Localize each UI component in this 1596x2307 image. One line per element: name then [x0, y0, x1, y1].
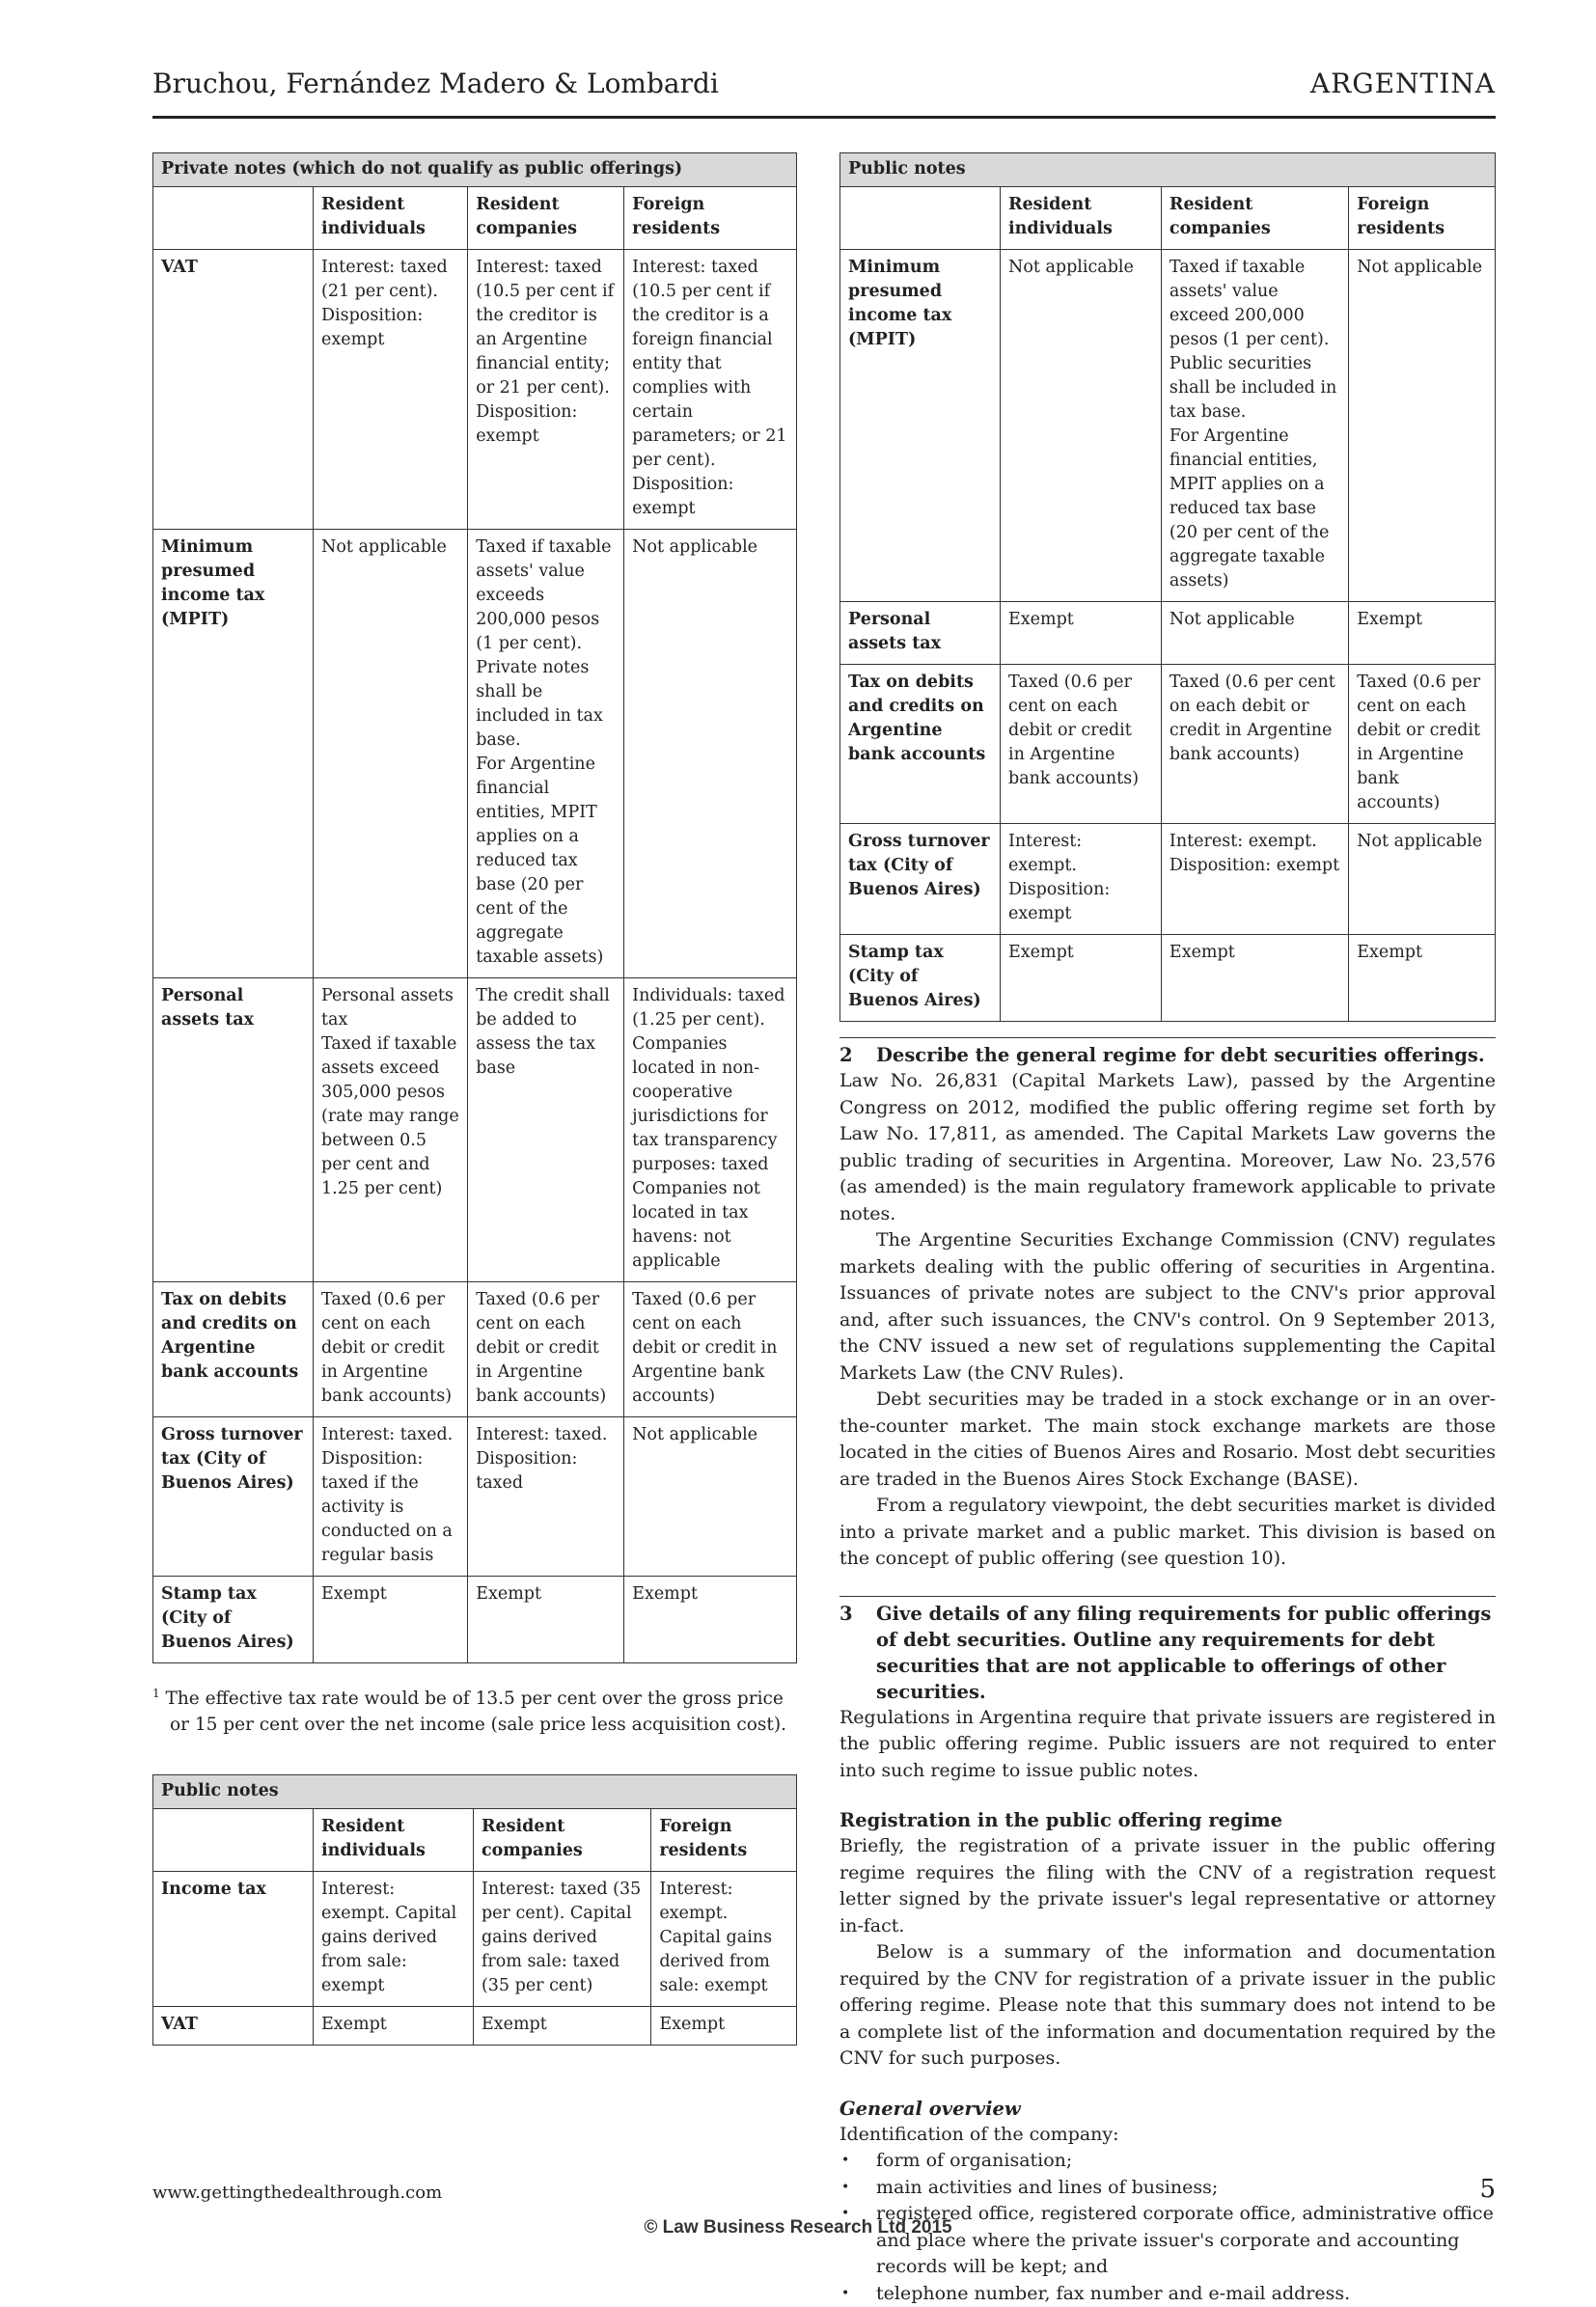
list-item: • telephone number, fax number and e-mail address.: [839, 2281, 1496, 2307]
column-header: Resident companies: [468, 187, 624, 250]
private-notes-table: [152, 152, 797, 1663]
column-header: Resident individuals: [1001, 187, 1162, 250]
table-cell: Interest: taxed (35 per cent). Capital gains derived from sale: taxed (35 per cent): [473, 1872, 650, 2007]
column-header: [153, 187, 314, 250]
registration-subheading: Registration in the public offering regime: [839, 1807, 1496, 1833]
table-cell: Interest: exempt. Disposition: exempt: [1001, 824, 1162, 935]
table-row: [153, 1577, 797, 1663]
public-notes-table-income: [152, 1774, 797, 2046]
table-cell: Interest: taxed (10.5 per cent if the creditor is a foreign financial entity that complies with certain parameters; or 21 per cent). Disposition: exempt: [624, 250, 797, 530]
question-text: Describe the general regime for debt securities offerings.: [876, 1044, 1485, 1066]
question-number: 3: [839, 1601, 853, 1627]
row-header: Stamp tax (City of Buenos Aires): [153, 1577, 314, 1663]
table-caption: Public notes: [840, 153, 1496, 187]
row-header: Minimum presumed income tax (MPIT): [153, 530, 314, 978]
q2-paragraph: Law No. 26,831 (Capital Markets Law), passed by the Argentine Congress on 2012, modified the public offering regime set forth by Law No. 17,811, as amended. The Capital Markets Law governs the public trading of securities in Argentina. Moreover, Law No. 23,576 (as amended) is the main regulatory framework applicable to private notes.: [839, 1068, 1496, 1227]
table-cell: Interest: exempt. Disposition: exempt: [1161, 824, 1348, 935]
q3-paragraph: Below is a summary of the information and documentation required by the CNV for registration of a private issuer in the public offering regime. Please note that this summary does not intend to be a complete list of the information and documentation required by the CNV for such purposes.: [839, 1939, 1496, 2073]
overview-intro: Identification of the company:: [839, 2122, 1496, 2149]
table-cell: Taxed (0.6 per cent on each debit or credit in Argentine bank accounts): [468, 1282, 624, 1417]
table-row: [840, 824, 1496, 935]
right-column: [839, 152, 1496, 2307]
question-number: 2: [839, 1042, 853, 1068]
table-row: [153, 978, 797, 1282]
question-3-heading: [839, 1596, 1496, 1705]
q2-paragraph: Debt securities may be traded in a stock exchange or in an over-the-counter market. The main stock exchange markets are those located in the cities of Buenos Aires and Rosario. Most debt securities are traded in the Buenos Aires Stock Exchange (BASE).: [839, 1387, 1496, 1493]
table-cell: The credit shall be added to assess the tax base: [468, 978, 624, 1282]
table-cell: Not applicable: [1001, 250, 1162, 602]
list-item: • registered office, registered corporate office, administrative office and place where the private issuer's corporate and accounting records will be kept; and: [839, 2201, 1496, 2281]
table-cell: Interest: taxed. Disposition: taxed if the activity is conducted on a regular basis: [314, 1417, 468, 1577]
general-overview-heading: General overview: [839, 2096, 1496, 2122]
table-cell: Exempt: [1001, 935, 1162, 1022]
q3-intro: Regulations in Argentina require that private issuers are registered in the public offering regime. Public issuers are not required to enter into such regime to issue public notes.: [839, 1705, 1496, 1785]
table-cell: Interest: taxed (10.5 per cent if the creditor is an Argentine financial entity; or 21 per cent). Disposition: exempt: [468, 250, 624, 530]
table-row: [153, 2007, 797, 2046]
firm-name: Bruchou, Fernández Madero & Lombardi: [152, 68, 719, 99]
q3-paragraph: Briefly, the registration of a private issuer in the public offering regime requires the filing with the CNV of a registration request letter signed by the private issuer's legal representative or attorney in-fact.: [839, 1833, 1496, 1939]
table-row: [153, 1282, 797, 1417]
row-header: Tax on debits and credits on Argentine bank accounts: [153, 1282, 314, 1417]
column-header: Resident companies: [1161, 187, 1348, 250]
q2-paragraph: From a regulatory viewpoint, the debt securities market is divided into a private market and a public market. This division is based on the concept of public offering (see question 10).: [839, 1493, 1496, 1573]
question-text: Give details of any filing requirements for public offerings of debt securities. Outline any requirements for debt securities that are not applicable to offerings of other securities.: [876, 1603, 1491, 1703]
table-cell: Taxed if taxable assets' value exceed 200,000 pesos (1 per cent). Public securities shall be included in tax base. For Argentine financial entities, MPIT applies on a reduced tax base (20 per cent of the aggregate taxable assets): [1161, 250, 1348, 602]
row-header: Personal assets tax: [153, 978, 314, 1282]
column-header: Foreign residents: [651, 1809, 797, 1872]
question-2-heading: [839, 1037, 1496, 1068]
q2-paragraph: The Argentine Securities Exchange Commission (CNV) regulates markets dealing with the public offering of securities in Argentina. Issuances of private notes are subject to the CNV's prior approval and, after such issuances, the CNV's control. On 9 September 2013, the CNV issued a new set of regulations supplementing the Capital Markets Law (the CNV Rules).: [839, 1227, 1496, 1387]
public-notes-table-other: [839, 152, 1496, 1022]
column-header: Foreign residents: [1349, 187, 1496, 250]
table-caption: Private notes (which do not qualify as public offerings): [153, 153, 797, 187]
table-row: [153, 530, 797, 978]
table-row: [840, 250, 1496, 602]
row-header: Gross turnover tax (City of Buenos Aires): [153, 1417, 314, 1577]
copyright-notice: © Law Business Research Ltd 2015: [0, 2217, 1596, 2238]
table-cell: Exempt: [651, 2007, 797, 2046]
column-header: [153, 1809, 314, 1872]
footnote-text: The effective tax rate would be of 13.5 per cent over the gross price or 15 per cent over the net income (sale price less acquisition cost).: [166, 1689, 786, 1735]
page-number: 5: [1479, 2175, 1496, 2204]
footnote-mark: 1: [152, 1687, 160, 1700]
running-header: [152, 62, 1496, 119]
table-cell: Interest: taxed (21 per cent). Disposition: exempt: [314, 250, 468, 530]
table-cell: Exempt: [1349, 935, 1496, 1022]
country-name: ARGENTINA: [1310, 68, 1496, 99]
table-cell: Taxed (0.6 per cent on each debit or credit in Argentine bank accounts): [624, 1282, 797, 1417]
table-caption: Public notes: [153, 1775, 797, 1809]
table-cell: Taxed if taxable assets' value exceeds 200,000 pesos (1 per cent). Private notes shall be included in tax base. For Argentine financial entities, MPIT applies on a reduced tax base (20 per cent of the aggregate taxable assets): [468, 530, 624, 978]
table-cell: Interest: exempt. Capital gains derived from sale: exempt: [651, 1872, 797, 2007]
table-cell: Exempt: [468, 1577, 624, 1663]
row-header: Gross turnover tax (City of Buenos Aires): [840, 824, 1001, 935]
row-header: VAT: [153, 250, 314, 530]
table-cell: Taxed (0.6 per cent on each debit or credit in Argentine bank accounts): [314, 1282, 468, 1417]
table-row: [153, 250, 797, 530]
table-cell: Not applicable: [1161, 602, 1348, 665]
column-header: Resident individuals: [314, 1809, 474, 1872]
row-header: Minimum presumed income tax (MPIT): [840, 250, 1001, 602]
table-cell: Interest: taxed. Disposition: taxed: [468, 1417, 624, 1577]
table-row: [153, 1872, 797, 2007]
table-cell: Exempt: [314, 2007, 474, 2046]
table-cell: Exempt: [1161, 935, 1348, 1022]
table-cell: Exempt: [314, 1577, 468, 1663]
table-cell: Not applicable: [1349, 824, 1496, 935]
table-cell: Interest: exempt. Capital gains derived from sale: exempt: [314, 1872, 474, 2007]
column-header: Foreign residents: [624, 187, 797, 250]
table-row: [840, 602, 1496, 665]
table-cell: Exempt: [1001, 602, 1162, 665]
row-header: Income tax: [153, 1872, 314, 2007]
table-cell: Not applicable: [1349, 250, 1496, 602]
table-cell: Personal assets tax Taxed if taxable assets exceed 305,000 pesos (rate may range between 0.5 per cent and 1.25 per cent): [314, 978, 468, 1282]
table-cell: Taxed (0.6 per cent on each debit or credit in Argentine bank accounts): [1001, 665, 1162, 824]
table-cell: Not applicable: [624, 530, 797, 978]
row-header: Tax on debits and credits on Argentine bank accounts: [840, 665, 1001, 824]
footnote: [152, 1681, 797, 1738]
table-row: [840, 935, 1496, 1022]
list-item: • form of organisation;: [839, 2148, 1496, 2175]
row-header: Stamp tax (City of Buenos Aires): [840, 935, 1001, 1022]
table-cell: Taxed (0.6 per cent on each debit or credit in Argentine bank accounts): [1349, 665, 1496, 824]
table-row: [153, 1417, 797, 1577]
table-cell: Exempt: [473, 2007, 650, 2046]
column-header: [840, 187, 1001, 250]
row-header: Personal assets tax: [840, 602, 1001, 665]
footer-url: www.gettingthedealthrough.com: [152, 2183, 442, 2203]
table-cell: Not applicable: [314, 530, 468, 978]
table-row: [840, 665, 1496, 824]
table-cell: Not applicable: [624, 1417, 797, 1577]
column-header: Resident individuals: [314, 187, 468, 250]
list-item: • main activities and lines of business;: [839, 2175, 1496, 2202]
left-column: [152, 152, 797, 2046]
table-cell: Exempt: [624, 1577, 797, 1663]
row-header: VAT: [153, 2007, 314, 2046]
table-cell: Individuals: taxed (1.25 per cent). Companies located in non-cooperative jurisdictions for tax transparency purposes: taxed Companies not located in tax havens: not applicable: [624, 978, 797, 1282]
table-cell: Exempt: [1349, 602, 1496, 665]
column-header: Resident companies: [473, 1809, 650, 1872]
table-cell: Taxed (0.6 per cent on each debit or credit in Argentine bank accounts): [1161, 665, 1348, 824]
